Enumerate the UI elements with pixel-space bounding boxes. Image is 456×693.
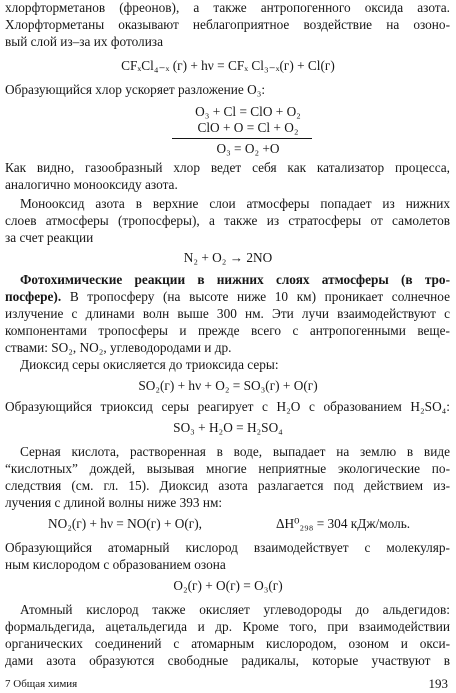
text-line: формальдегида, ацетальдегида и др. Кроме того, при взаимодействии <box>5 619 450 634</box>
text-line: хлорфторметанов (фреонов), а также антропогенного оксида азота. <box>5 0 450 15</box>
equation-ozone-sum: O₃ = O₂ +O <box>216 141 280 156</box>
text-line: Образующийся хлор ускоряет разложение O₃: <box>5 82 266 97</box>
text-line: слоев атмосферы (тропосферы), а также из стратосферы от самолетов <box>5 213 450 228</box>
text-line: аналогично монооксиду азота. <box>5 177 178 192</box>
text-line: Хлорфторметаны оказывают неблагоприятное воздействие на озоно- <box>5 17 450 32</box>
section-heading: Фотохимические реакции в нижних слоях атмосферы (в тро- <box>20 272 450 287</box>
text-line: ным кислородом с образованием озона <box>5 557 226 572</box>
equation-no-formation: N₂ + O₂ → 2NO <box>183 250 273 265</box>
text-line: компонентами тропосферы и прежде всего с антропогенными веще- <box>5 323 450 338</box>
equation-enthalpy: ΔH⁰₂₉₈ = 304 кДж/моль. <box>276 516 411 531</box>
text-line: лучения с длиной волны ниже 393 нм: <box>5 495 223 510</box>
equation-h2so4: SO₃ + H₂O = H₂SO₄ <box>173 420 283 435</box>
text-line: вый слой из–за их фотолиза <box>5 34 163 49</box>
text-line: Образующийся триоксид серы реагирует с H₂O с образованием H₂SO₄: <box>5 399 450 414</box>
equation-no2-photolysis: NO₂(г) + hν = NO(г) + O(г), <box>48 516 203 531</box>
text-line: ствами: SO₂, NO₂, углеводородами и др. <box>5 340 232 355</box>
summation-rule <box>172 138 312 139</box>
equation-ozone-formation: O₂(г) + O(г) = O₃(г) <box>173 578 283 593</box>
equation-so2-oxidation: SO₂(г) + hν + O₂ = SO₃(г) + O(г) <box>138 378 318 393</box>
text-line: излучение с длинами волн выше 300 нм. Эти лучи взаимодействуют с <box>5 306 450 321</box>
text-line: Диоксид серы окисляется до триоксида серы: <box>20 357 279 372</box>
text-line: дами азота образуются свободные радикалы, которые участвуют в <box>5 653 450 668</box>
text-span: В тропосферу (на высоте ниже 10 км) проникает солнечное <box>61 289 450 304</box>
text-line: следствия (см. гл. 15). Диоксид азота разлагается под действием из- <box>5 478 450 493</box>
equation-photolysis: CFₓCl₄₋ₓ (г) + hν = CFₓ Cl₃₋ₓ(г) + Cl(г) <box>121 58 335 73</box>
page-number: 193 <box>428 676 448 691</box>
text-line: за счет реакции <box>5 230 94 245</box>
text-line: Монооксид азота в верхние слои атмосферы попадает из нижних <box>20 196 450 211</box>
text-line: Образующийся атомарный кислород взаимодействует с молекуляр- <box>5 540 450 555</box>
text-line: Атомный кислород также окисляет углеводороды до альдегидов: <box>20 602 450 617</box>
text-line: Серная кислота, растворенная в воде, выпадает на землю в виде <box>20 444 450 459</box>
text-line: Как видно, газообразный хлор ведет себя как катализатор процесса, <box>5 160 450 175</box>
running-footer: 7 Общая химия <box>5 678 78 690</box>
equation-ozone-2: ClO + O = Cl + O₂ <box>197 120 299 135</box>
equation-ozone-1: O₃ + Cl = ClO + O₂ <box>195 104 301 119</box>
text-line <box>5 289 450 305</box>
section-heading-end: посфере). <box>5 289 62 304</box>
text-line: “кислотных” дождей, вызывая многие неприятные экологические по- <box>5 461 450 476</box>
text-line: органических соединений с атомарным кислородом, озоном и окси- <box>5 636 450 651</box>
